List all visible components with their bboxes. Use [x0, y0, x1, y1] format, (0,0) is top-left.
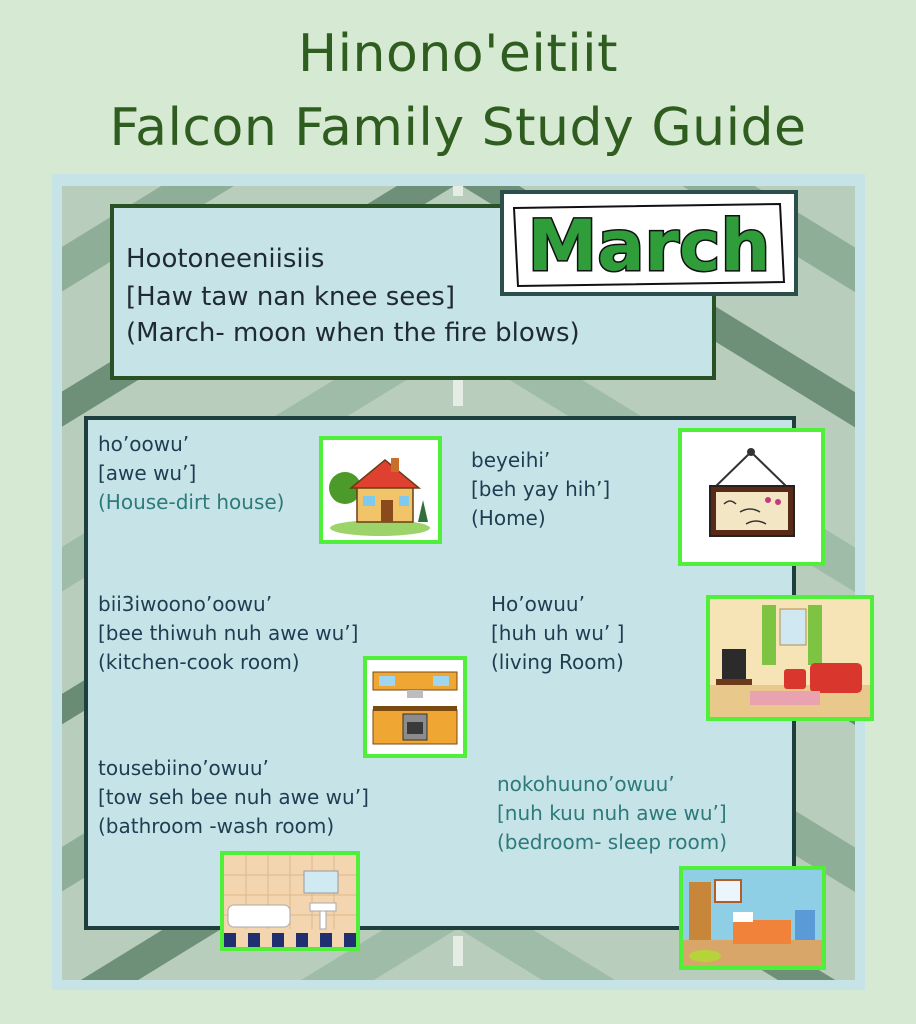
vocab-meaning: (living Room) [491, 650, 624, 674]
vocab-pronunciation: [bee thiwuh nuh awe wu’] [98, 621, 359, 645]
month-word: Hootoneeniisiis [126, 244, 325, 274]
vocab-item-bedroom [497, 770, 727, 857]
vocab-word: beyeihi’ [471, 448, 551, 472]
home-sweet-home-sign-icon [678, 428, 825, 566]
living-room-icon [706, 595, 874, 721]
vocab-pronunciation: [huh uh wu’ ] [491, 621, 625, 645]
march-badge-text: March [527, 205, 771, 287]
vocab-item-home [471, 446, 610, 533]
vocab-word: ho’oowu’ [98, 432, 190, 456]
bedroom-icon [679, 866, 826, 970]
vocab-word: Ho’owuu’ [491, 592, 585, 616]
house-icon [319, 436, 442, 544]
vocab-item-living-room [491, 590, 624, 677]
vocab-pronunciation: [nuh kuu nuh awe wu’] [497, 801, 727, 825]
vocab-pronunciation: [awe wu’] [98, 461, 197, 485]
vocab-item-bathroom [98, 754, 369, 841]
kitchen-icon [363, 656, 467, 758]
vocab-meaning: (bedroom- sleep room) [497, 830, 727, 854]
vocab-word: nokohuuno’owuu’ [497, 772, 675, 796]
vocab-pronunciation: [tow seh bee nuh awe wu’] [98, 785, 369, 809]
month-meaning: (March- moon when the fire blows) [126, 318, 580, 348]
march-badge [500, 190, 798, 296]
vocab-item-house [98, 430, 284, 517]
vocab-meaning: (bathroom -wash room) [98, 814, 335, 838]
vocab-word: bii3iwoono’oowu’ [98, 592, 273, 616]
month-pronunciation: [Haw taw nan knee sees] [126, 282, 455, 312]
title-line-2: Falcon Family Study Guide [109, 98, 807, 158]
vocab-item-kitchen [98, 590, 358, 677]
vocab-meaning: (kitchen-cook room) [98, 650, 300, 674]
vocab-pronunciation: [beh yay hih’] [471, 477, 611, 501]
title-line-1: Hinono'eitiit [298, 24, 618, 84]
vocab-meaning: (House-dirt house) [98, 490, 285, 514]
bathroom-icon [220, 851, 360, 951]
vocab-word: tousebiino’owuu’ [98, 756, 269, 780]
vocab-meaning: (Home) [471, 506, 546, 530]
